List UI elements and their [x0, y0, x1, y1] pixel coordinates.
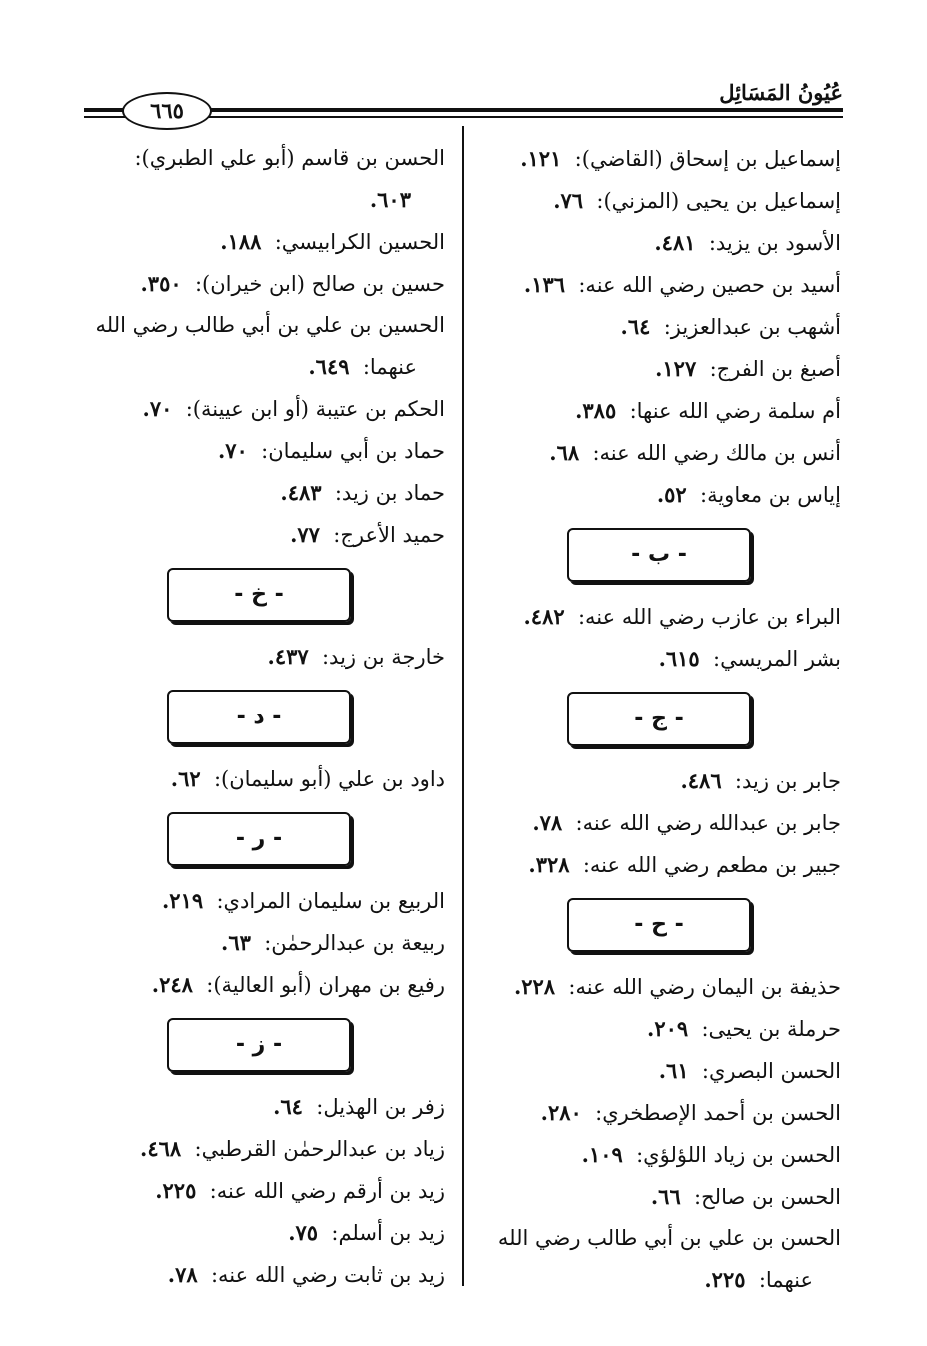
- entry-page-refs: ٣٨٥.: [575, 398, 624, 423]
- entry-name: زيد بن أسلم:: [331, 1221, 445, 1245]
- entry-name: حماد بن أبي سليمان:: [261, 439, 445, 463]
- entry-page-refs: ٤٨٦.: [680, 768, 729, 793]
- index-entry: [85, 880, 445, 922]
- index-entry: [481, 596, 841, 638]
- index-entry: [85, 1170, 445, 1212]
- index-column-left: [85, 138, 445, 1296]
- page-header: [84, 72, 843, 126]
- entry-name: زيد بن ثابت رضي الله عنه:: [210, 1263, 445, 1287]
- entry-page-refs: ٦١٥.: [658, 646, 708, 671]
- index-entry: [481, 802, 841, 844]
- index-entry: [481, 306, 841, 348]
- entry-name: داود بن علي (أبو سليمان):: [213, 767, 445, 791]
- index-entry-continuation: [85, 179, 445, 221]
- letter-section-heading: - خ -: [167, 568, 351, 622]
- entry-page-refs: ١٨٨.: [220, 229, 269, 254]
- entry-page-refs: ١٢٧.: [655, 356, 704, 381]
- index-entry: [85, 636, 445, 678]
- entry-page-refs: ١٠٩.: [581, 1142, 631, 1167]
- entry-page-refs: ٦٤.: [620, 314, 658, 339]
- entry-name: البراء بن عازب رضي الله عنه:: [577, 605, 841, 629]
- entry-page-refs: ٦٤.: [273, 1094, 311, 1119]
- index-entry-continuation: [481, 1259, 841, 1301]
- index-entry: [85, 964, 445, 1006]
- entry-name: جابر بن زيد:: [734, 769, 841, 793]
- entry-name: أصبغ بن الفرج:: [709, 357, 841, 381]
- entry-name: جبير بن مطعم رضي الله عنه:: [582, 853, 841, 877]
- entry-name: عنهما:: [758, 1268, 813, 1292]
- index-entry: [481, 760, 841, 802]
- index-entry: [85, 305, 445, 346]
- index-entry: [85, 388, 445, 430]
- entry-name: زفر بن الهذيل:: [316, 1095, 445, 1119]
- letter-section-heading: - ب -: [567, 528, 751, 582]
- entry-name: الحسن بن زياد اللؤلؤي:: [636, 1143, 841, 1167]
- entry-page-refs: ٧٨.: [167, 1262, 205, 1287]
- entry-page-refs: ٤٨٣.: [280, 480, 329, 505]
- entry-name: عنهما:: [362, 355, 417, 379]
- entry-name: الحسن البصري:: [701, 1059, 841, 1083]
- running-head-title: عُيُونُ المَسَائِل: [719, 80, 843, 105]
- page-number-badge: ٦٦٥: [122, 92, 212, 130]
- index-entry: [481, 638, 841, 680]
- entry-page-refs: ٢٢٥.: [155, 1178, 204, 1203]
- entry-page-refs: ٤٨١.: [654, 230, 703, 255]
- entry-name: الحسن بن أحمد الإصطخري:: [595, 1101, 841, 1125]
- entry-name: رفيع بن مهران (أبو العالية):: [206, 973, 445, 997]
- entry-name: زيد بن أرقم رضي الله عنه:: [209, 1179, 445, 1203]
- index-entry: [481, 1134, 841, 1176]
- entry-name: حذيفة بن اليمان رضي الله عنه:: [568, 975, 841, 999]
- entry-name: زياد بن عبدالرحمٰن القرطبي:: [194, 1137, 445, 1161]
- entry-page-refs: ٢٢٥.: [704, 1267, 753, 1292]
- entry-name: الحسن بن علي بن أبي طالب رضي الله: [497, 1226, 841, 1250]
- entry-name: أشهب بن عبدالعزيز:: [663, 315, 841, 339]
- entry-name: إياس بن معاوية:: [700, 483, 841, 507]
- entry-page-refs: ٧٧.: [290, 522, 328, 547]
- entry-page-refs: ٢١٩.: [161, 888, 211, 913]
- entry-name: الحسين بن علي بن أبي طالب رضي الله: [95, 313, 445, 337]
- entry-name: بشر المريسي:: [713, 647, 841, 671]
- index-entry: [85, 430, 445, 472]
- entry-page-refs: ٣٥٠.: [140, 271, 189, 296]
- entry-name: إسماعيل بن يحيى (المزني):: [596, 189, 841, 213]
- entry-name: الحكم بن عتيبة (أو ابن عيينة):: [185, 397, 445, 421]
- entry-page-refs: ٢٤٨.: [151, 972, 201, 997]
- entry-name: الحسن بن صالح:: [694, 1185, 841, 1209]
- entry-name: أم سلمة رضي الله عنها:: [629, 399, 841, 423]
- entry-page-refs: ٣٢٨.: [528, 852, 577, 877]
- entry-name: حسين بن صالح (ابن خيران):: [194, 272, 445, 296]
- index-entry: [85, 263, 445, 305]
- entry-name: حرملة بن يحيى:: [701, 1017, 841, 1041]
- index-entry: [85, 1128, 445, 1170]
- entry-page-refs: ١٣٦.: [523, 272, 573, 297]
- column-divider: [462, 126, 464, 1286]
- index-entry: [85, 1254, 445, 1296]
- index-entry: [481, 1008, 841, 1050]
- index-entry: [85, 758, 445, 800]
- letter-section-heading: - ز -: [167, 1018, 351, 1072]
- entry-name: إسماعيل بن إسحاق (القاضي):: [574, 147, 841, 171]
- index-entry: [481, 348, 841, 390]
- index-entry: [85, 221, 445, 263]
- entry-page-refs: ٦٣.: [221, 930, 259, 955]
- entry-name: الحسين الكرابيسي:: [274, 230, 445, 254]
- entry-name: الأسود بن يزيد:: [708, 231, 841, 255]
- entry-name: خارجة بن زيد:: [321, 645, 445, 669]
- letter-section-heading: - ح -: [567, 898, 751, 952]
- entry-page-refs: ٧٦.: [553, 188, 591, 213]
- entry-page-refs: ٧٠.: [217, 438, 256, 463]
- entry-page-refs: ٤٨٢.: [523, 604, 572, 629]
- index-entry: [85, 138, 445, 179]
- letter-section-heading: - ج -: [567, 692, 751, 746]
- index-entry: [481, 180, 841, 222]
- entry-page-refs: ٦١.: [658, 1058, 696, 1083]
- index-entry: [481, 844, 841, 886]
- letter-section-heading: - ر -: [167, 812, 351, 866]
- index-entry: [85, 1086, 445, 1128]
- entry-page-refs: ٧٨.: [532, 810, 570, 835]
- index-entry: [85, 922, 445, 964]
- entry-page-refs: ٧٠.: [142, 396, 180, 421]
- index-column-right: [481, 138, 841, 1301]
- index-entry: [481, 966, 841, 1008]
- entry-page-refs: ٤٣٧.: [267, 644, 316, 669]
- entry-page-refs: ٦٨.: [549, 440, 587, 465]
- index-entry: [481, 1176, 841, 1218]
- index-entry: [85, 514, 445, 556]
- index-entry: [481, 138, 841, 180]
- entry-page-refs: ٦٢.: [170, 766, 208, 791]
- entry-page-refs: ١٢١.: [520, 146, 569, 171]
- index-entry: [481, 390, 841, 432]
- letter-section-heading: - د -: [167, 690, 351, 744]
- entry-page-refs: ٤٦٨.: [140, 1136, 189, 1161]
- entry-page-refs: ٢٠٩.: [647, 1016, 696, 1041]
- entry-page-refs: ٧٥.: [288, 1220, 326, 1245]
- entry-name: أسيد بن حصين رضي الله عنه:: [578, 273, 841, 297]
- entry-name: حميد الأعرج:: [333, 523, 445, 547]
- entry-page-refs: ٦٦.: [650, 1184, 689, 1209]
- entry-name: الربيع بن سليمان المرادي:: [216, 889, 445, 913]
- index-entry: [481, 1092, 841, 1134]
- index-entry: [481, 1050, 841, 1092]
- index-entry: [481, 264, 841, 306]
- index-entry: [481, 222, 841, 264]
- index-entry: [85, 1212, 445, 1254]
- entry-name: ربيعة بن عبدالرحمٰن:: [264, 931, 445, 955]
- entry-page-refs: ٦٤٩.: [308, 354, 357, 379]
- entry-page-refs: ٦٠٣.: [369, 187, 411, 212]
- entry-name: الحسن بن قاسم (أبو علي الطبري):: [134, 146, 445, 170]
- entry-page-refs: ٥٢.: [656, 482, 694, 507]
- index-entry: [481, 432, 841, 474]
- entry-page-refs: ٢٨٠.: [540, 1100, 590, 1125]
- entry-name: جابر بن عبدالله رضي الله عنه:: [575, 811, 841, 835]
- index-entry: [85, 472, 445, 514]
- index-entry: [481, 1218, 841, 1259]
- entry-name: حماد بن زيد:: [334, 481, 445, 505]
- entry-name: أنس بن مالك رضي الله عنه:: [592, 441, 841, 465]
- index-entry: [481, 474, 841, 516]
- entry-page-refs: ٢٢٨.: [513, 974, 563, 999]
- index-entry-continuation: [85, 346, 445, 388]
